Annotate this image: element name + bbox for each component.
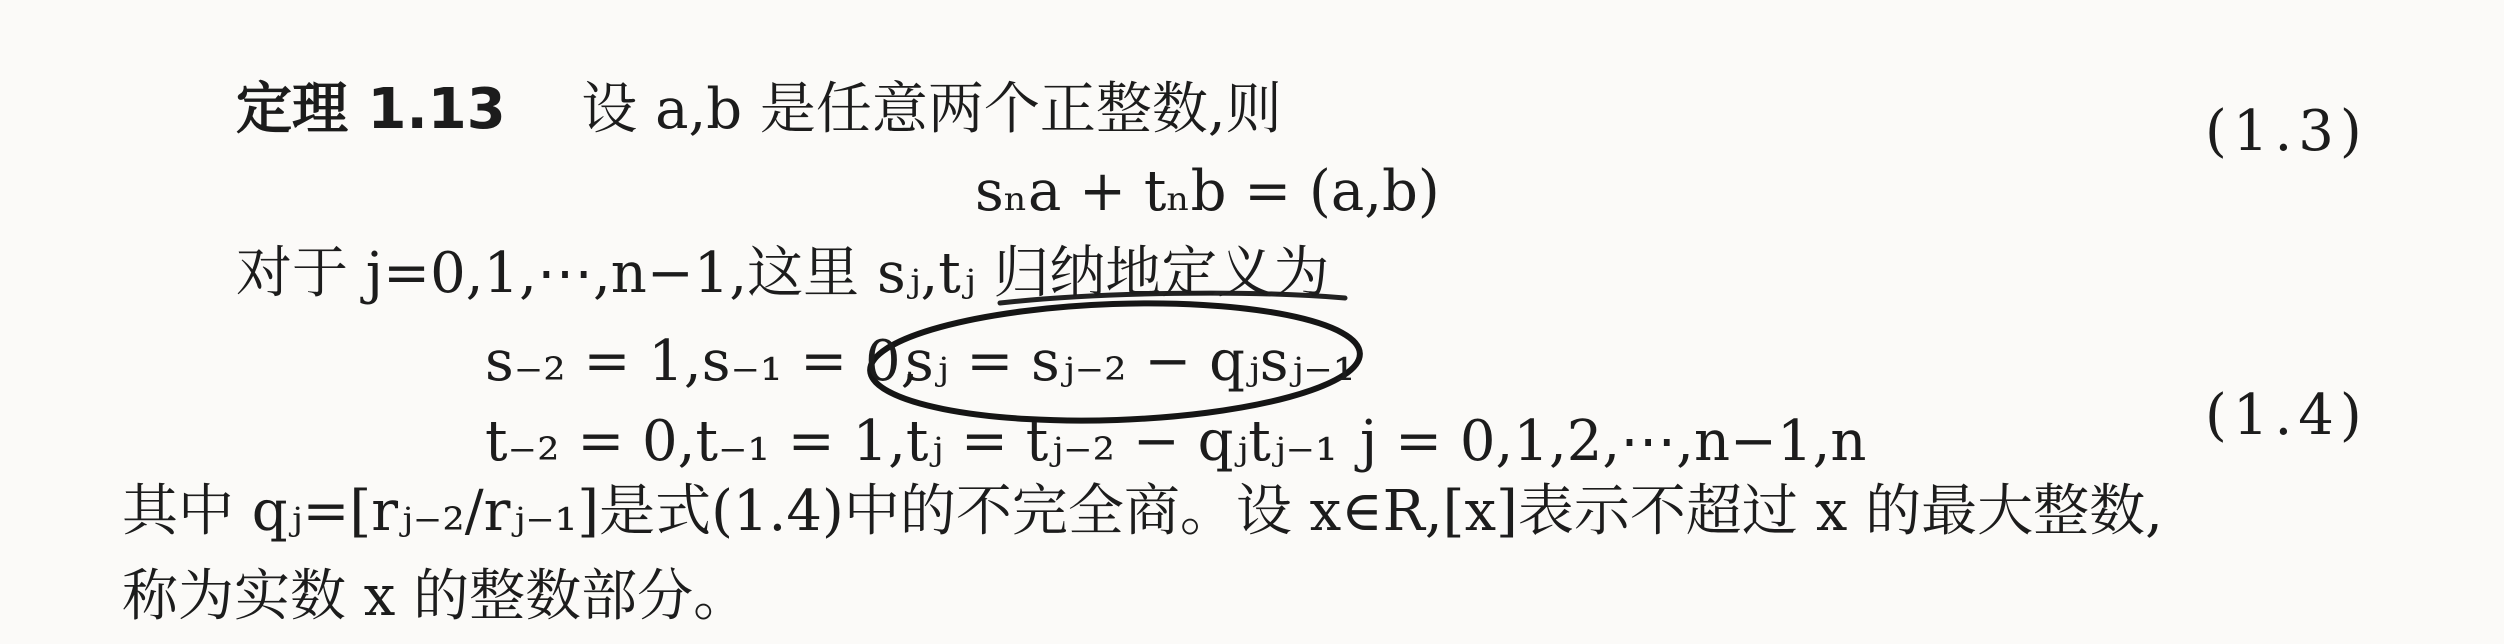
equation-1-3: sₙa + tₙb = (a,b) xyxy=(975,159,1440,224)
definition-intro: 对于 j=0,1,⋯,n−1,这里 sⱼ,tⱼ 归纳地定义为 xyxy=(236,241,1330,306)
s-recurrence: sⱼ = sⱼ₋₂ − qⱼsⱼ₋₁ xyxy=(905,329,1356,394)
equation-number-1-3: (1.3) xyxy=(2205,99,2368,164)
theorem-heading xyxy=(236,78,1282,142)
t-recurrence: t₋₂ = 0,t₋₁ = 1,tⱼ = tⱼ₋₂ − qⱼtⱼ₋₁ xyxy=(485,409,1338,474)
theorem-label: 定理 1.13 xyxy=(236,77,506,142)
paragraph-line-2: 称为实数 x 的整数部分。 xyxy=(122,564,750,629)
index-range: j = 0,1,2,⋯,n−1,n xyxy=(1360,409,1867,474)
equation-number-1-4: (1.4) xyxy=(2205,383,2368,448)
s-initial-values: s₋₂ = 1,s₋₁ = 0, xyxy=(485,329,919,394)
paragraph-line-1: 其中 qⱼ=[rⱼ₋₂/rⱼ₋₁]是式(1.4)中的不完全商。设 x∈R,[x]表示不超过 x 的最大整数, xyxy=(122,479,2163,544)
theorem-statement: 设 a,b 是任意两个正整数,则 xyxy=(581,77,1282,142)
